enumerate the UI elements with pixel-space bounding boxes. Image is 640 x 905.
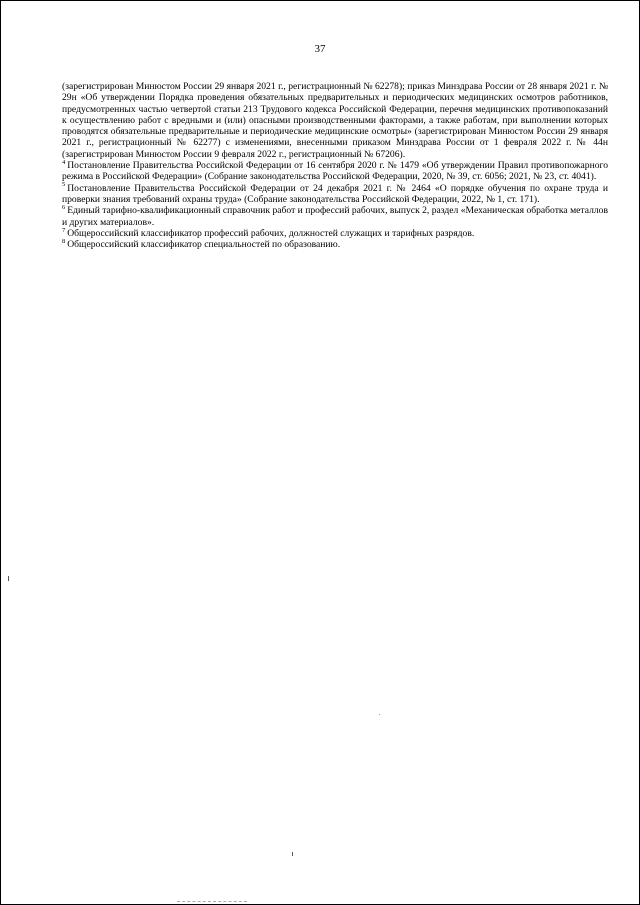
footnote-6	[62, 205, 608, 228]
footnote-marker: 7	[62, 226, 66, 234]
scan-speck	[8, 576, 9, 581]
footnote-text: Постановление Правительства Российской Федерации от 24 декабря 2021 г. № 2464 «О порядке обучения по охране труда и проверки знания требований охраны труда» (Собрание законодательства Российской Федерации, 2022, № 1, ст. 171).	[62, 182, 608, 205]
footnote-marker: 5	[62, 181, 66, 189]
footnote-marker: 6	[62, 204, 66, 212]
footnote-text: (зарегистрирован Минюстом России 29 января 2021 г., регистрационный № 62278); приказ Минздрава России от 28 января 2021 г. № 29н «Об утверждении Порядка проведения обязательных предварительных и периодических медицинских осмотров работников, предусмотренных частью четвертой статьи 213 Трудового кодекса Российской Федерации, перечня медицинских противопоказаний к осуществлению работ с вредными и (или) опасными производственными факторами, а также работам, при выполнении которых проводятся обязательные предварительные и периодические медицинские осмотры» (зарегистрирован Минюстом России 29 января 2021 г., регистрационный № 62277) с изменениями, внесенными приказом Минздрава России от 1 февраля 2022 г. № 44н (зарегистрирован Минюстом России 9 февраля 2022 г., регистрационный № 67206).	[62, 81, 608, 160]
scan-speck	[292, 852, 293, 856]
footnote-8	[62, 239, 608, 250]
footnote-text: Общероссийский классификатор профессий рабочих, должностей служащих и тарифных разрядов.	[67, 227, 475, 239]
footnote-marker: 8	[62, 237, 66, 245]
footnote-7	[62, 228, 608, 239]
scan-speck	[379, 714, 380, 715]
footnote-text: Общероссийский классификатор специальностей по образованию.	[67, 239, 341, 251]
footnote-4	[62, 160, 608, 183]
footnote-continuation	[62, 81, 608, 160]
footnote-marker: 4	[62, 158, 66, 166]
footnotes	[62, 81, 608, 250]
page-number: 37	[314, 43, 326, 55]
footnote-text: Единый тарифно-квалификационный справочник работ и профессий рабочих, выпуск 2, раздел «Механическая обработка металлов и других материалов».	[62, 205, 608, 228]
scan-edge-mark	[177, 901, 247, 902]
footnote-text: Постановление Правительства Российской Федерации от 16 сентября 2020 г. № 1479 «Об утверждении Правил противопожарного режима в Российской Федерации» (Собрание законодательства Российской Федерации, 2020, № 39, ст. 6056; 2021, № 23, ст. 4041).	[62, 160, 608, 183]
footnote-5	[62, 183, 608, 206]
